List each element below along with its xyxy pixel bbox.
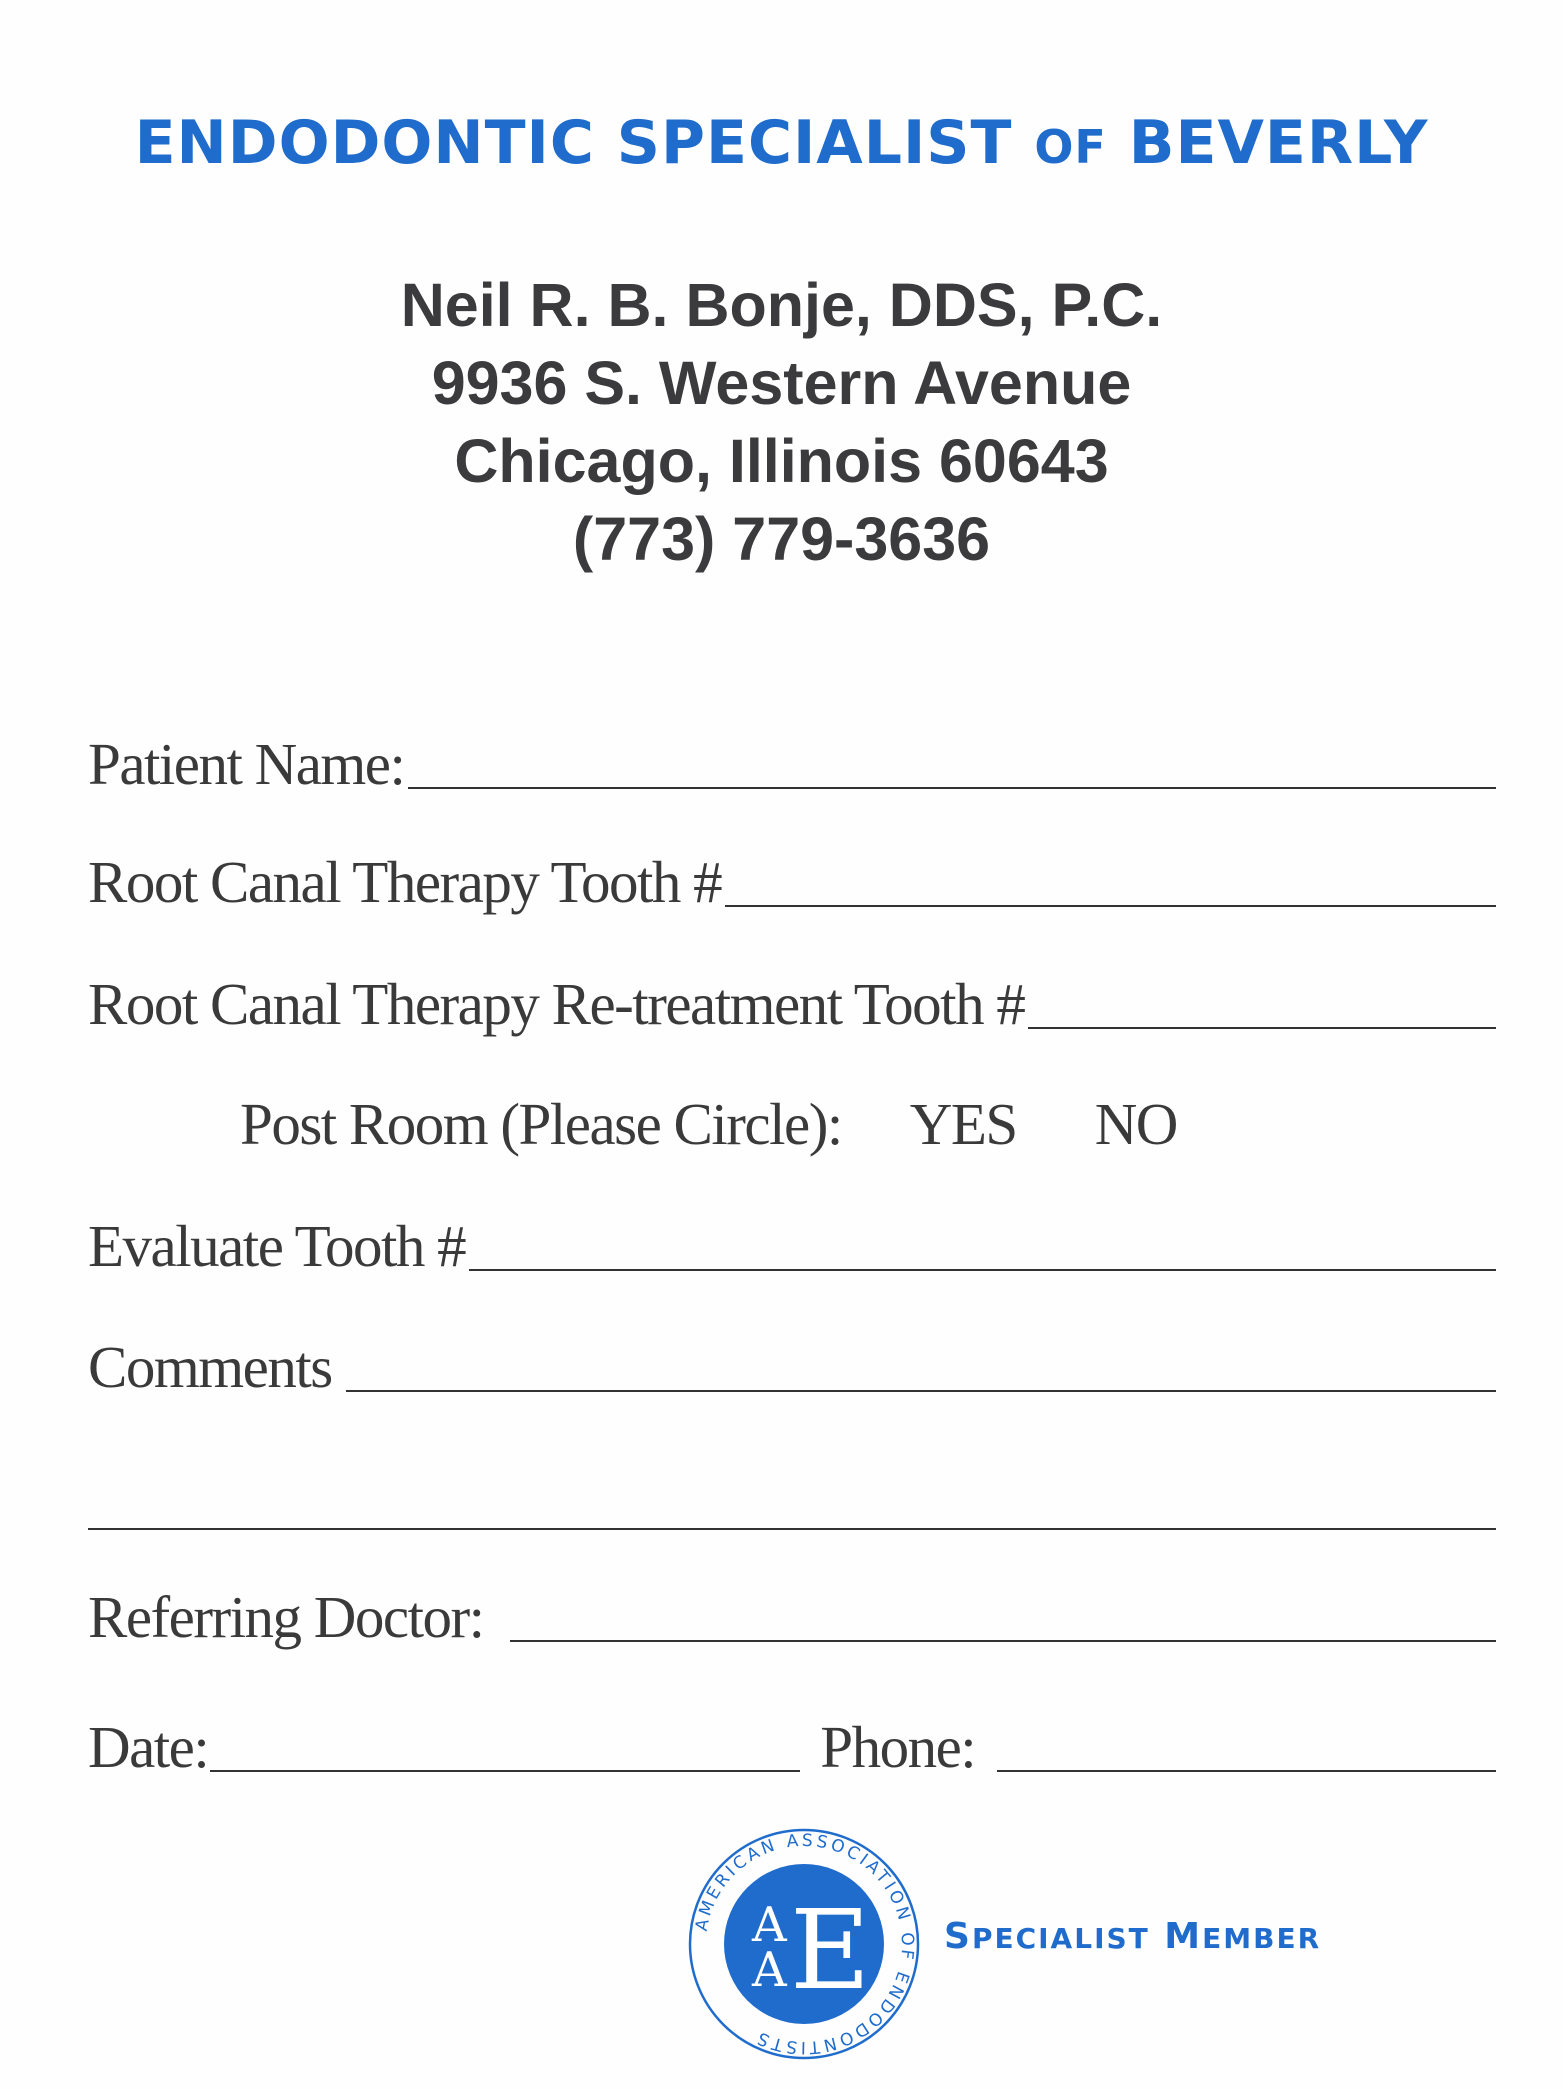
practice-name <box>0 108 1563 178</box>
seal-monogram-a-top: A <box>752 1897 787 1953</box>
post-room-yes-option[interactable]: YES <box>909 1091 1017 1157</box>
patient-name-field[interactable] <box>408 785 1496 789</box>
rct-retreatment-label: Root Canal Therapy Re-treatment Tooth # <box>88 971 1025 1037</box>
rct-tooth-row <box>88 848 1496 917</box>
rct-retreatment-field[interactable] <box>1028 1025 1496 1029</box>
aae-seal-logo <box>686 1826 922 2062</box>
comments-row <box>88 1333 1496 1402</box>
patient-name-label: Patient Name: <box>88 731 405 797</box>
rct-tooth-field[interactable] <box>725 903 1496 907</box>
member-rest: EMBER <box>1202 1922 1322 1955</box>
practice-name-part1: ENDODONTIC SPECIALIST <box>134 108 1035 178</box>
date-field[interactable] <box>210 1768 800 1772</box>
specialist-initial: S <box>944 1916 972 1957</box>
referring-doctor-field[interactable] <box>510 1638 1496 1642</box>
phone-field[interactable] <box>997 1768 1496 1772</box>
seal-monogram-a-bottom: A <box>752 1942 787 1998</box>
referring-doctor-row <box>88 1583 1496 1652</box>
specialist-member-text <box>944 1916 1321 1957</box>
post-room-label: Post Room (Please Circle): <box>240 1091 842 1157</box>
evaluate-tooth-row <box>88 1212 1496 1281</box>
date-label: Date: <box>88 1714 209 1780</box>
city-state-zip: Chicago, Illinois 60643 <box>454 427 1109 495</box>
comments-field[interactable] <box>346 1388 1496 1392</box>
member-initial: M <box>1164 1916 1203 1957</box>
comments-label: Comments <box>88 1334 332 1400</box>
specialist-rest: PECIALIST <box>971 1922 1150 1955</box>
patient-name-row <box>88 730 1496 799</box>
rct-retreatment-row <box>88 970 1496 1039</box>
referring-doctor-label: Referring Doctor: <box>88 1584 484 1650</box>
street-address: 9936 S. Western Avenue <box>431 349 1132 417</box>
doctor-name: Neil R. B. Bonje, DDS, P.C. <box>400 271 1163 339</box>
post-room-row <box>240 1090 1340 1159</box>
date-phone-row <box>88 1713 1496 1782</box>
practice-name-part2: BEVERLY <box>1106 108 1429 178</box>
rct-tooth-label: Root Canal Therapy Tooth # <box>88 849 722 915</box>
post-room-no-option[interactable]: NO <box>1094 1091 1177 1157</box>
evaluate-tooth-label: Evaluate Tooth # <box>88 1213 466 1279</box>
seal-monogram-e: E <box>790 1886 871 2014</box>
phone-label: Phone: <box>820 1714 976 1780</box>
practice-name-of: OF <box>1034 120 1107 174</box>
seal-ring-text: AMERICAN ASSOCIATION OF ENDODONTISTS <box>691 1830 918 2058</box>
office-phone: (773) 779-3636 <box>572 505 991 573</box>
address-block <box>0 266 1563 578</box>
evaluate-tooth-field[interactable] <box>469 1267 1496 1271</box>
comments-field-line-2[interactable] <box>88 1528 1496 1530</box>
